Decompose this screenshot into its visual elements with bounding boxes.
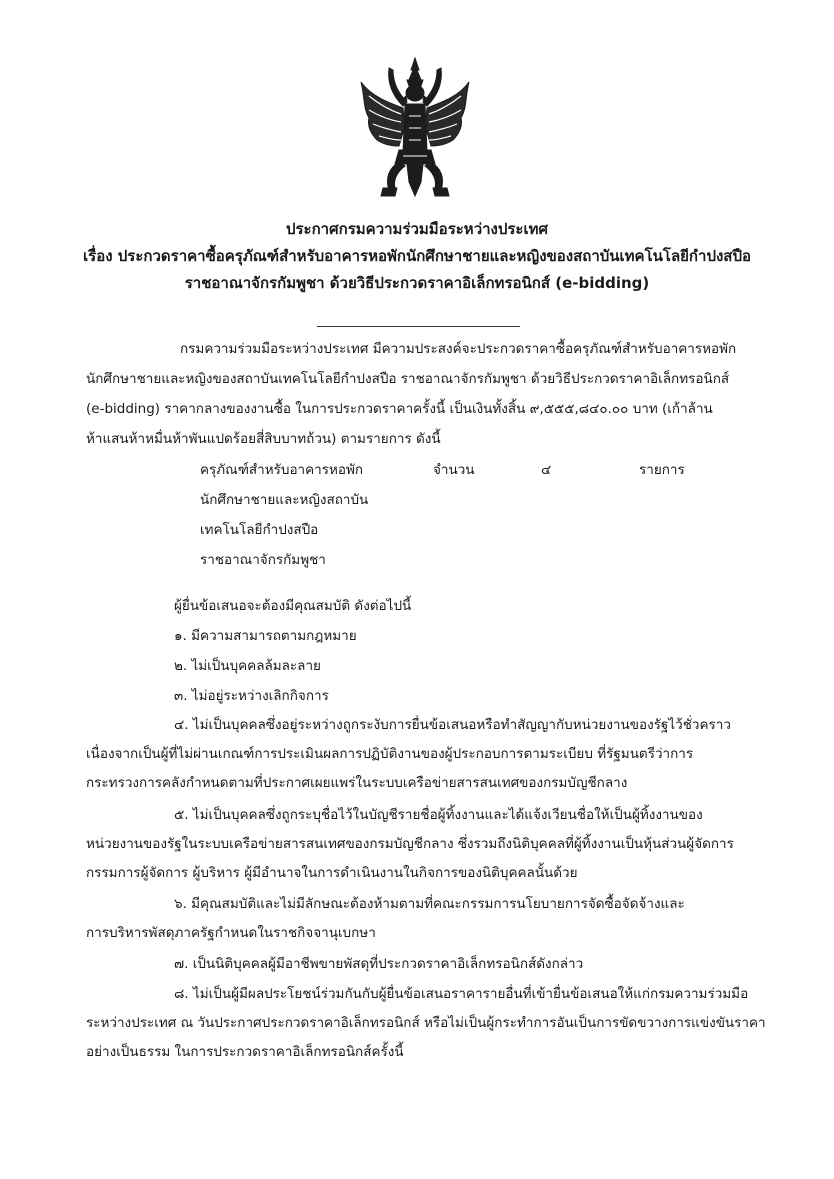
intro-line-4: ห้าแสนห้าหมื่นห้าพันแปดร้อยสี่สิบบาทถ้วน) ตามรายการ ดังนี้ <box>86 431 441 447</box>
item-name-line-4: ราชอาณาจักรกัมพูชา <box>200 552 326 568</box>
qualification-5: ๕. ไม่เป็นบุคคลซึ่งถูกระบุชื่อไว้ในบัญชีรายชื่อผู้ทิ้งงานและได้แจ้งเวียนชื่อให้เป็นผู้ทิ้งงานของ <box>174 807 703 823</box>
item-name-line-3: เทคโนโลยีกำปงสปือ <box>200 522 319 538</box>
heading-divider <box>317 326 520 327</box>
item-name-line-2: นักศึกษาชายและหญิงสถาบัน <box>200 492 369 508</box>
intro-line-1: กรมความร่วมมือระหว่างประเทศ มีความประสงค์จะประกวดราคาซื้อครุภัณฑ์สำหรับอาคารหอพัก <box>180 341 737 357</box>
heading-subject: เรื่อง ประกวดราคาซื้อครุภัณฑ์สำหรับอาคารหอพักนักศึกษาชายและหญิงของสถาบันเทคโนโลยีกำปงสปือ <box>83 247 751 265</box>
intro-line-3: (e-bidding) ราคากลางของงานซื้อ ในการประกวดราคาครั้งนี้ เป็นเงินทั้งสิ้น ๙,๕๕๕,๘๔๐.๐๐ บาท (เก้าล้าน <box>86 401 713 417</box>
item-qty-label: จำนวน <box>433 462 475 478</box>
qualification-6: ๖. มีคุณสมบัติและไม่มีลักษณะต้องห้ามตามที่คณะกรรมการนโยบายการจัดซื้อจัดจ้างและ <box>174 896 685 912</box>
qualification-4-cont-1: เนื่องจากเป็นผู้ที่ไม่ผ่านเกณฑ์การประเมินผลการปฏิบัติงานของผู้ประกอบการตามระเบียบ ที่รัฐมนตรีว่าการ <box>86 746 694 762</box>
item-unit: รายการ <box>639 462 685 478</box>
qualification-7: ๗. เป็นนิติบุคคลผู้มีอาชีพขายพัสดุที่ประกวดราคาอิเล็กทรอนิกส์ดังกล่าว <box>174 956 584 972</box>
item-name-line-1: ครุภัณฑ์สำหรับอาคารหอพัก <box>200 462 364 478</box>
intro-line-2: นักศึกษาชายและหญิงของสถาบันเทคโนโลยีกำปงสปือ ราชอาณาจักรกัมพูชา ด้วยวิธีประกวดราคาอิเล็กทรอนิกส์ <box>86 371 730 387</box>
qualification-8-cont-2: อย่างเป็นธรรม ในการประกวดราคาอิเล็กทรอนิกส์ครั้งนี้ <box>86 1044 404 1060</box>
qualification-6-cont: การบริหารพัสดุภาครัฐกำหนดในราชกิจจานุเบกษา <box>86 925 376 941</box>
heading-title: ประกาศกรมความร่วมมือระหว่างประเทศ <box>285 220 549 238</box>
qualification-1: ๑. มีความสามารถตามกฎหมาย <box>174 628 357 644</box>
qualifications-heading: ผู้ยื่นข้อเสนอจะต้องมีคุณสมบัติ ดังต่อไปนี้ <box>174 598 412 614</box>
document-heading <box>0 216 834 297</box>
qualification-8-cont-1: ระหว่างประเทศ ณ วันประกาศประกวดราคาอิเล็กทรอนิกส์ หรือไม่เป็นผู้กระทำการอันเป็นการขัดขวางการแข่งขันราคา <box>86 1015 766 1031</box>
qualification-3: ๓. ไม่อยู่ระหว่างเลิกกิจการ <box>174 688 329 704</box>
qualification-5-cont-1: หน่วยงานของรัฐในระบบเครือข่ายสารสนเทศของกรมบัญชีกลาง ซึ่งรวมถึงนิติบุคคลที่ผู้ทิ้งงานเป็นหุ้นส่วนผู้จัดการ <box>86 836 734 852</box>
qualification-4-cont-2: กระทรวงการคลังกำหนดตามที่ประกาศเผยแพร่ในระบบเครือข่ายสารสนเทศของกรมบัญชีกลาง <box>86 775 628 791</box>
qualification-8: ๘. ไม่เป็นผู้มีผลประโยชน์ร่วมกันกับผู้ยื่นข้อเสนอราคารายอื่นที่เข้ายื่นข้อเสนอให้แก่กรมความร่วมมือ <box>174 986 749 1002</box>
heading-subject-cont: ราชอาณาจักรกัมพูชา ด้วยวิธีประกวดราคาอิเล็กทรอนิกส์ (e-bidding) <box>184 274 650 292</box>
qualification-2: ๒. ไม่เป็นบุคคลล้มละลาย <box>174 658 321 674</box>
qualification-4: ๔. ไม่เป็นบุคคลซึ่งอยู่ระหว่างถูกระงับการยื่นข้อเสนอหรือทำสัญญากับหน่วยงานของรัฐไว้ชั่วคราว <box>174 717 731 733</box>
qualification-5-cont-2: กรรมการผู้จัดการ ผู้บริหาร ผู้มีอำนาจในการดำเนินงานในกิจการของนิติบุคคลนั้นด้วย <box>86 865 578 881</box>
garuda-emblem <box>359 56 471 204</box>
item-qty-value: ๔ <box>541 462 552 478</box>
